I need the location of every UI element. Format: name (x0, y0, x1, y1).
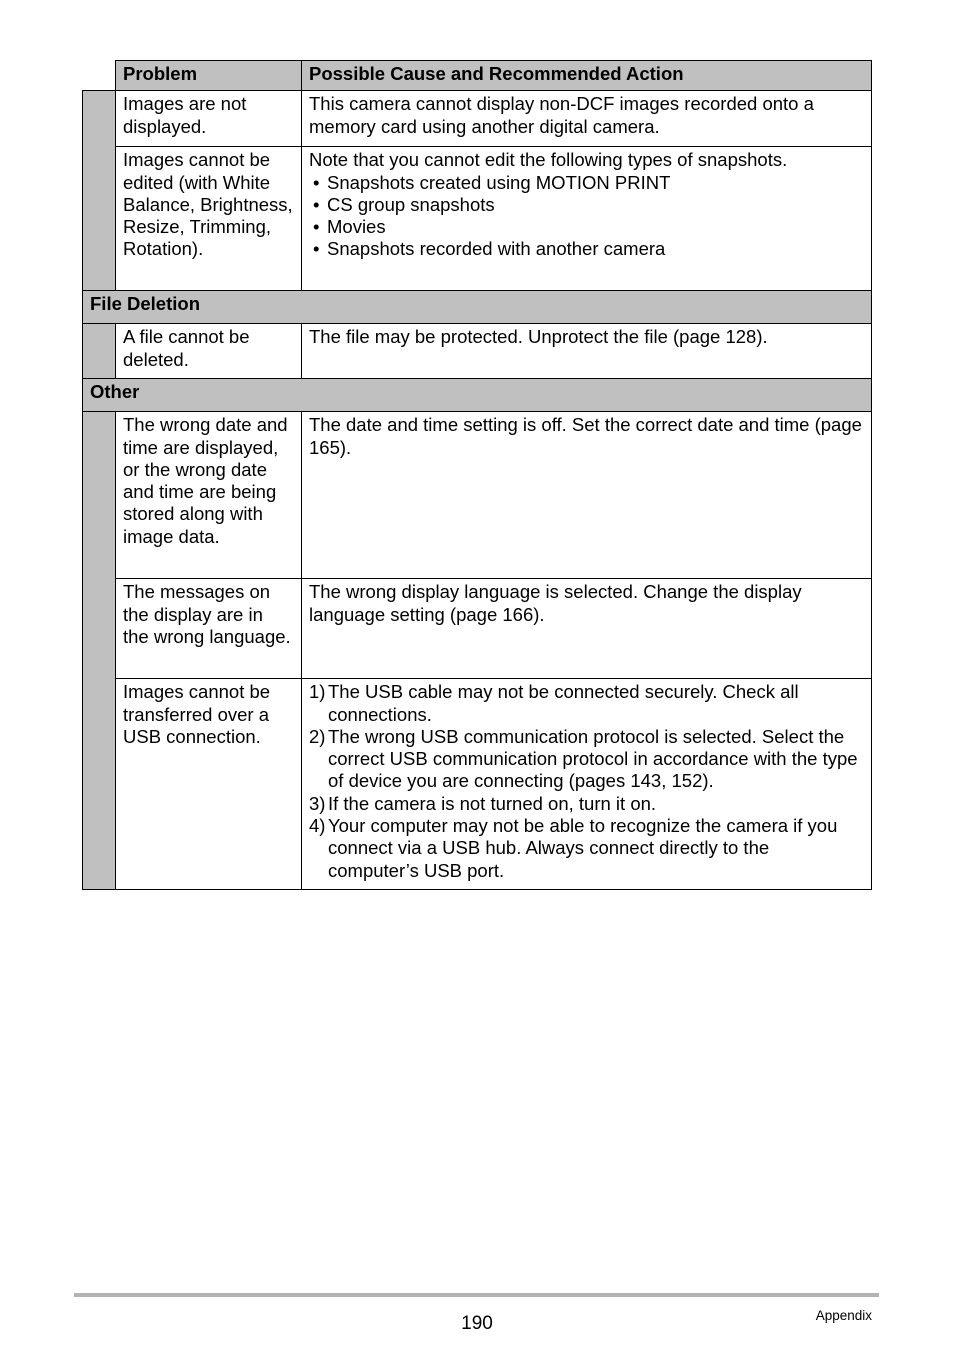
table-header-row (83, 61, 872, 91)
section-title: Other (83, 379, 872, 412)
table-row (83, 412, 872, 579)
step-text: If the camera is not turned on, turn it on. (328, 792, 657, 814)
problem-cell: Images cannot be edited (with White Balance, Brightness, Resize, Trimming, Rotation). (116, 147, 302, 291)
step-number: 1) (309, 681, 326, 703)
problem-cell: Images cannot be transferred over a USB connection. (116, 679, 302, 890)
cause-intro: Note that you cannot edit the following types of snapshots. (309, 149, 788, 171)
header-problem: Problem (116, 61, 302, 91)
cause-cell: This camera cannot display non-DCF images recorded onto a memory card using another digital camera. (302, 91, 872, 147)
header-spacer (83, 61, 116, 91)
step-text: The wrong USB communication protocol is selected. Select the correct USB communication protocol in accordance with the type of device you are connecting (pages 143, 152). (328, 725, 858, 792)
list-item (309, 681, 863, 726)
troubleshooting-table (82, 60, 872, 890)
section-row-other (83, 379, 872, 412)
step-text: The USB cable may not be connected securely. Check all connections. (328, 681, 799, 725)
footer-divider (74, 1293, 879, 1297)
list-item: • Movies (309, 216, 863, 238)
table-row (83, 147, 872, 291)
problem-cell: A file cannot be deleted. (116, 324, 302, 379)
category-marker (83, 412, 116, 890)
list-item (309, 726, 863, 793)
list-item (309, 793, 863, 815)
bullet-list (309, 172, 863, 261)
table-row (83, 579, 872, 679)
problem-cell: The messages on the display are in the wrong language. (116, 579, 302, 679)
problem-cell: Images are not displayed. (116, 91, 302, 147)
category-marker (83, 91, 116, 291)
category-marker (83, 324, 116, 379)
cause-cell: The date and time setting is off. Set the correct date and time (page 165). (302, 412, 872, 579)
list-item (309, 815, 863, 882)
step-number: 2) (309, 725, 326, 747)
cause-cell (302, 679, 872, 890)
list-item: • CS group snapshots (309, 194, 863, 216)
step-text: Your computer may not be able to recognize the camera if you connect via a USB hub. Always connect directly to the computer’s USB port. (328, 815, 838, 881)
step-number: 3) (309, 792, 326, 814)
table-row (83, 679, 872, 890)
page-number: 190 (461, 1313, 493, 1334)
cause-cell: The file may be protected. Unprotect the file (page 128). (302, 324, 872, 379)
list-item: • Snapshots recorded with another camera (309, 238, 863, 260)
problem-cell: The wrong date and time are displayed, or the wrong date and time are being stored along with image data. (116, 412, 302, 579)
section-label: Appendix (815, 1308, 872, 1323)
step-number: 4) (309, 815, 326, 837)
section-row-file-deletion (83, 291, 872, 324)
section-title: File Deletion (83, 291, 872, 324)
cause-cell: The wrong display language is selected. Change the display language setting (page 166). (302, 579, 872, 679)
list-item: • Snapshots created using MOTION PRINT (309, 172, 863, 194)
table-row (83, 91, 872, 147)
table-row (83, 324, 872, 379)
cause-cell (302, 147, 872, 291)
header-action: Possible Cause and Recommended Action (302, 61, 872, 91)
numbered-list (309, 681, 863, 882)
